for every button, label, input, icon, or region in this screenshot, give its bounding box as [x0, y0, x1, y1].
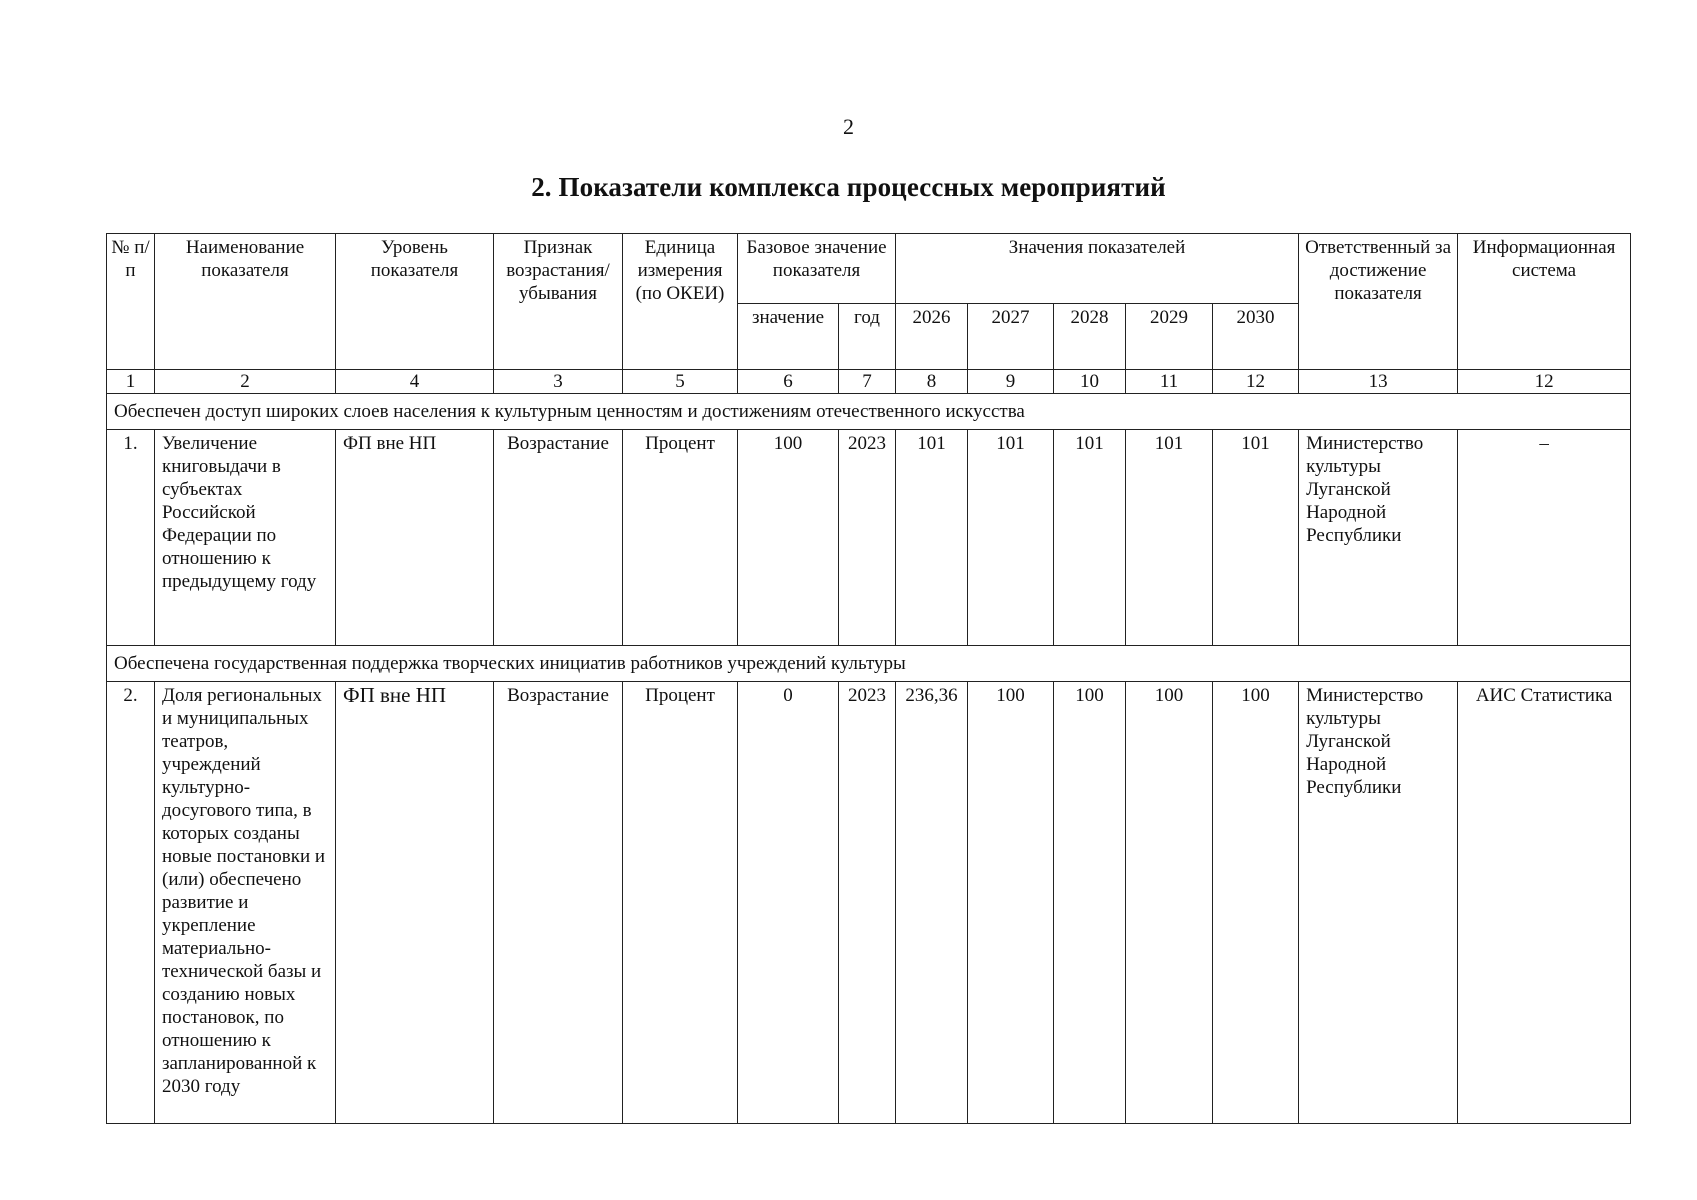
header-base: Базовое значение показателя: [738, 234, 896, 304]
column-number: 4: [336, 370, 494, 394]
section-title: Обеспечен доступ широких слоев населения к культурным ценностям и достижениям отечественного искусства: [107, 394, 1631, 430]
section-row: [107, 646, 1631, 682]
row-responsible: Министерство культуры Луганской Народной Республики: [1299, 682, 1458, 1124]
table-row: [107, 430, 1631, 646]
row-base-year: 2023: [839, 430, 896, 646]
header-base-value: значение: [738, 304, 839, 370]
row-value: 101: [1213, 430, 1299, 646]
column-number: 8: [896, 370, 968, 394]
row-sign: Возрастание: [494, 430, 623, 646]
page-title: 2. Показатели комплекса процессных мероприятий: [531, 172, 1166, 202]
header-year: 2028: [1054, 304, 1126, 370]
row-system: АИС Статистика: [1458, 682, 1631, 1124]
row-unit: Процент: [623, 430, 738, 646]
row-value: 100: [1126, 682, 1213, 1124]
header-year: 2029: [1126, 304, 1213, 370]
column-number: 7: [839, 370, 896, 394]
row-base-value: 0: [738, 682, 839, 1124]
row-unit: Процент: [623, 682, 738, 1124]
row-value: 100: [1054, 682, 1126, 1124]
header-system: Информационная система: [1458, 234, 1631, 370]
row-num: 1.: [107, 430, 155, 646]
row-level: ФП вне НП: [336, 430, 494, 646]
header-values: Значения показателей: [896, 234, 1299, 304]
header-num: № п/п: [107, 234, 155, 370]
row-name: Доля региональных и муниципальных театров, учреждений культурно-досугового типа, в которых созданы новые постановки и (или) обеспечено развитие и укрепление материально-технической базы и созданию новых постановок, по отношению к запланированной к 2030 году: [155, 682, 336, 1124]
header-level: Уровень показателя: [336, 234, 494, 370]
row-value: 100: [1213, 682, 1299, 1124]
column-number: 13: [1299, 370, 1458, 394]
header-year: 2030: [1213, 304, 1299, 370]
section-row: [107, 394, 1631, 430]
column-number: 6: [738, 370, 839, 394]
row-value: 236,36: [896, 682, 968, 1124]
column-number-row: [107, 370, 1631, 394]
row-system: –: [1458, 430, 1631, 646]
column-number: 11: [1126, 370, 1213, 394]
section-title: Обеспечена государственная поддержка творческих инициатив работников учреждений культуры: [107, 646, 1631, 682]
column-number: 12: [1458, 370, 1631, 394]
header-row-1: [107, 234, 1631, 304]
header-year: 2027: [968, 304, 1054, 370]
row-value: 101: [1054, 430, 1126, 646]
column-number: 9: [968, 370, 1054, 394]
header-name: Наименование показателя: [155, 234, 336, 370]
row-value: 101: [968, 430, 1054, 646]
table-row: [107, 682, 1631, 1124]
row-value: 100: [968, 682, 1054, 1124]
column-number: 2: [155, 370, 336, 394]
column-number: 3: [494, 370, 623, 394]
row-responsible: Министерство культуры Луганской Народной Республики: [1299, 430, 1458, 646]
row-sign: Возрастание: [494, 682, 623, 1124]
column-number: 10: [1054, 370, 1126, 394]
column-number: 12: [1213, 370, 1299, 394]
row-name: Увеличение книговыдачи в субъектах Российской Федерации по отношению к предыдущему году: [155, 430, 336, 646]
row-level: ФП вне НП: [336, 682, 494, 1124]
indicators-table: [106, 233, 1631, 1124]
column-number: 1: [107, 370, 155, 394]
header-year: 2026: [896, 304, 968, 370]
header-base-year: год: [839, 304, 896, 370]
header-responsible: Ответственный за достижение показателя: [1299, 234, 1458, 370]
row-base-value: 100: [738, 430, 839, 646]
row-num: 2.: [107, 682, 155, 1124]
header-sign: Признак возрастания/ убывания: [494, 234, 623, 370]
header-unit: Единица измерения (по ОКЕИ): [623, 234, 738, 370]
row-value: 101: [896, 430, 968, 646]
row-base-year: 2023: [839, 682, 896, 1124]
column-number: 5: [623, 370, 738, 394]
page-number: 2: [843, 114, 854, 139]
row-value: 101: [1126, 430, 1213, 646]
